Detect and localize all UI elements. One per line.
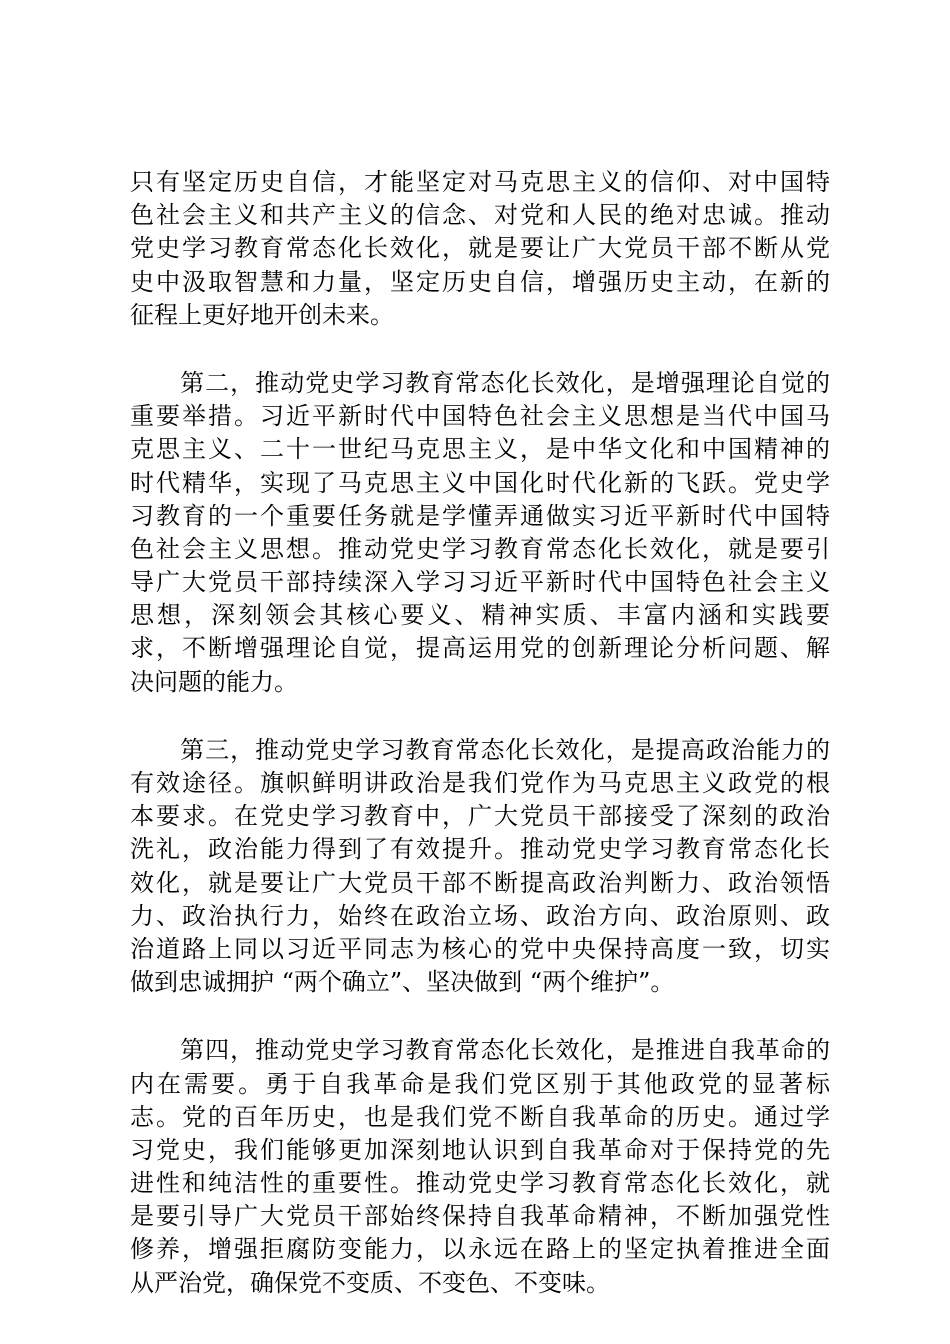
text-line: 洗礼，政治能力得到了有效提升。推动党史学习教育常态化长 <box>130 835 830 864</box>
text-line: 从严治党，确保党不变质、不变色、不变味。 <box>130 1268 610 1297</box>
paragraph <box>130 1034 830 1300</box>
text-line: 是要引导广大党员干部始终保持自我革命精神，不断加强党性 <box>130 1202 830 1231</box>
text-line: 只有坚定历史自信，才能坚定对马克思主义的信仰、对中国特 <box>130 168 830 196</box>
text-line: 效化，就是要让广大党员干部不断提高政治判断力、政治领悟 <box>130 868 830 897</box>
text-line: 有效途径。旗帜鲜明讲政治是我们党作为马克思主义政党的根 <box>130 769 830 797</box>
text-line: 做到忠诚拥护 “两个确立”、坚决做到 “两个维护”。 <box>130 968 675 997</box>
text-line: 时代精华，实现了马克思主义中国化时代化新的飞跃。党史学 <box>130 468 830 497</box>
text-line: 决问题的能力。 <box>130 667 298 696</box>
text-line: 力、政治执行力，始终在政治立场、政治方向、政治原则、政 <box>130 901 830 930</box>
document-body <box>130 166 830 1335</box>
text-line: 思想，深刻领会其核心要义、精神实质、丰富内涵和实践要 <box>130 601 830 630</box>
text-line: 色社会主义思想。推动党史学习教育常态化长效化，就是要引 <box>130 534 830 563</box>
text-line: 第二，推动党史学习教育常态化长效化，是增强理论自觉的 <box>130 368 830 397</box>
text-line: 克思主义、二十一世纪马克思主义，是中华文化和中国精神的 <box>130 435 830 464</box>
text-line: 习教育的一个重要任务就是学懂弄通做实习近平新时代中国特 <box>130 501 830 530</box>
text-line: 征程上更好地开创未来。 <box>130 300 394 329</box>
text-line: 第三，推动党史学习教育常态化长效化，是提高政治能力的 <box>130 735 830 764</box>
text-line: 治道路上同以习近平同志为核心的党中央保持高度一致，切实 <box>130 934 830 963</box>
text-line: 习党史，我们能够更加深刻地认识到自我革命对于保持党的先 <box>130 1135 830 1164</box>
text-line: 史中汲取智慧和力量，坚定历史自信，增强历史主动，在新的 <box>130 267 830 296</box>
paragraph <box>130 734 830 1000</box>
text-line: 内在需要。勇于自我革命是我们党区别于其他政党的显著标 <box>130 1069 830 1098</box>
text-line: 本要求。在党史学习教育中，广大党员干部接受了深刻的政治 <box>130 802 830 831</box>
text-line: 导广大党员干部持续深入学习习近平新时代中国特色社会主义 <box>130 568 830 597</box>
text-line: 党史学习教育常态化长效化，就是要让广大党员干部不断从党 <box>130 234 830 263</box>
text-line: 进性和纯洁性的重要性。推动党史学习教育常态化长效化，就 <box>130 1169 830 1198</box>
text-line: 修养，增强拒腐防变能力，以永远在路上的坚定执着推进全面 <box>130 1235 830 1264</box>
text-line: 求，不断增强理论自觉，提高运用党的创新理论分析问题、解 <box>130 634 830 663</box>
text-line: 重要举措。习近平新时代中国特色社会主义思想是当代中国马 <box>130 402 830 431</box>
text-line: 志。党的百年历史，也是我们党不断自我革命的历史。通过学 <box>130 1102 830 1131</box>
text-line: 第四，推动党史学习教育常态化长效化，是推进自我革命的 <box>130 1036 830 1065</box>
paragraph <box>130 166 830 332</box>
text-line: 色社会主义和共产主义的信念、对党和人民的绝对忠诚。推动 <box>130 201 830 230</box>
paragraph <box>130 367 830 699</box>
